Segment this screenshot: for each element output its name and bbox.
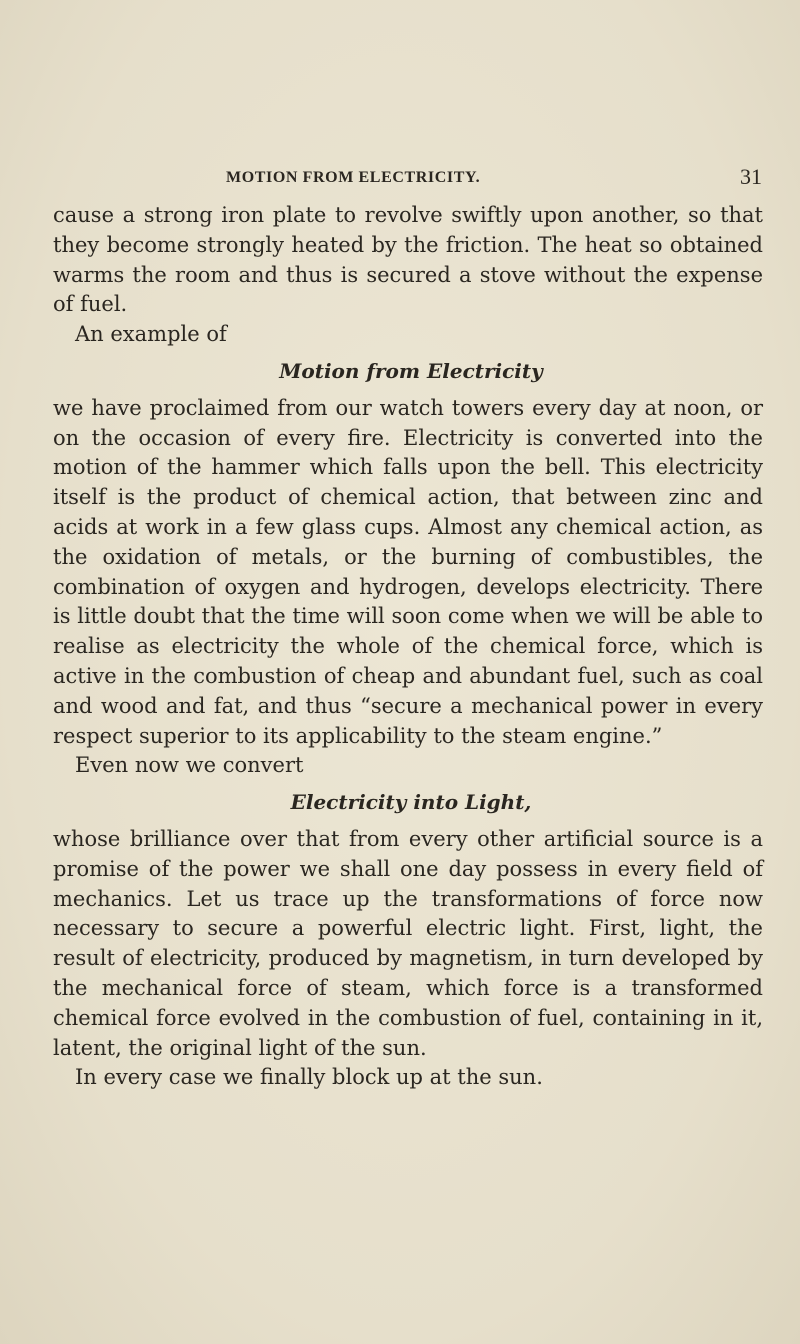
page-header [226, 163, 762, 193]
paragraph: whose brilliance over that from every other artificial source is a promise of the power we shall one day possess in every field of mechanics. Let us trace up the transformations of force now necessary to secure a powerful electric light. First, light, the result of electricity, produced by magnetism, in turn developed by the mechanical force of steam, which force is a transformed chemical force evolved in the combustion of fuel, containing in it, latent, the original light of the sun. [53, 826, 763, 1060]
paragraph: Even now we convert [75, 753, 304, 778]
paragraph: In every case we finally block up at the sun. [75, 1065, 543, 1090]
running-head: MOTION FROM ELECTRICITY. [226, 169, 481, 186]
page-number: 31 [740, 164, 762, 189]
paragraph: An example of [75, 322, 227, 347]
section-heading: Electricity into Light, [290, 790, 532, 815]
body-text [53, 201, 763, 1093]
paragraph: we have proclaimed from our watch towers every day at noon, or on the occasion of every fire. Electricity is converted into the motion of the hammer which falls upon the bell. This electricity itself is the product of chemical action, that between zinc and acids at work in a few glass cups. Almost any chemical action, as the oxidation of metals, or the burning of combustibles, the combination of oxygen and hydrogen, develops electricity. There is little doubt that the time will soon come when we will be able to realise as electricity the whole of the chemical force, which is active in the combustion of cheap and abundant fuel, such as coal and wood and fat, and thus “secure a mechanical power in every respect superior to its applicability to the steam engine.” [53, 395, 763, 748]
paragraph: cause a strong iron plate to revolve swiftly upon another, so that they become strongly heated by the friction. The heat so obtained warms the room and thus is secured a stove without the expense of fuel. [53, 203, 763, 317]
section-heading: Motion from Electricity [279, 358, 543, 383]
